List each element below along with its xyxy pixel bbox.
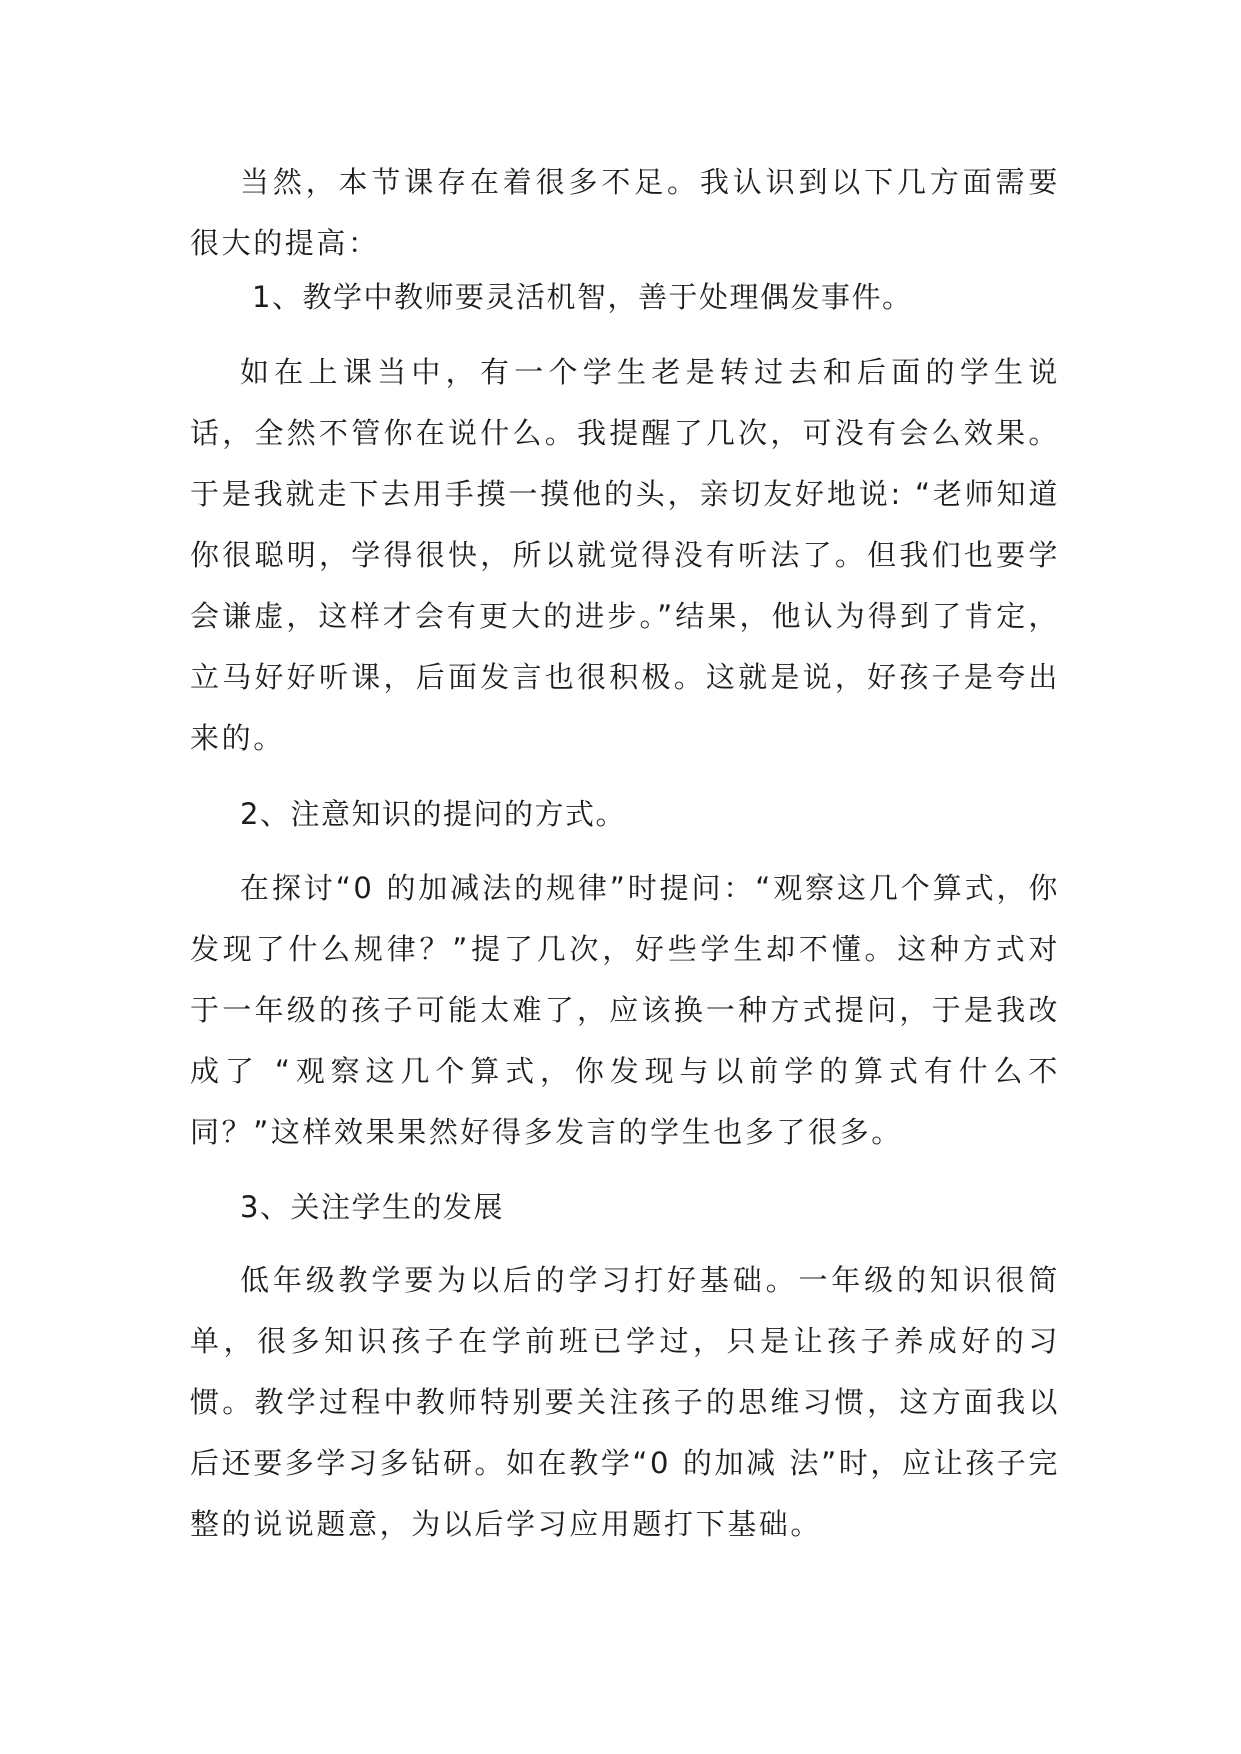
paragraph-intro: 当然，本节课存在着很多不足。我认识到以下几方面需要很大的提高： bbox=[190, 165, 1060, 260]
paragraph-point-3-detail: 低年级教学要为以后的学习打好基础。一年级的知识很简单，很多知识孩子在学前班已学过，只是让孩子养成好的习惯。教学过程中教师特别要关注孩子的思维习惯，这方面我以后还要多学习多钻研。如在教学“0 的加减 法”时，应让孩子完整的说说题意，为以后学习应用题打下基础。 bbox=[190, 1263, 1060, 1541]
paragraph-point-1-example: 如在上课当中，有一个学生老是转过去和后面的学生说话，全然不管你在说什么。我提醒了几次，可没有会么效果。于是我就走下去用手摸一摸他的头，亲切友好地说: “老师知道你很聪明，学得很快，所以就觉得没有听法了。但我们也要学会谦虚，这样才会有更大的进步。”结果，他认为得到了肯定，立马好好听课，后面发言也很积极。这就是说，好孩子是夸出来的。 bbox=[190, 355, 1060, 755]
heading-point-3: 3、关注学生的发展 bbox=[240, 1190, 504, 1224]
heading-point-2: 2、注意知识的提问的方式。 bbox=[240, 797, 626, 831]
paragraph-point-2-example: 在探讨“0 的加减法的规律”时提问：“观察这几个算式，你发现了什么规律？”提了几次，好些学生却不懂。这种方式对于一年级的孩子可能太难了，应该换一种方式提问，于是我改成了 “观察这几个算式，你发现与以前学的算式有什么不同？”这样效果果然好得多发言的学生也多了很多。 bbox=[190, 871, 1060, 1149]
heading-point-1: 1、教学中教师要灵活机智，善于处理偶发事件。 bbox=[252, 280, 913, 314]
